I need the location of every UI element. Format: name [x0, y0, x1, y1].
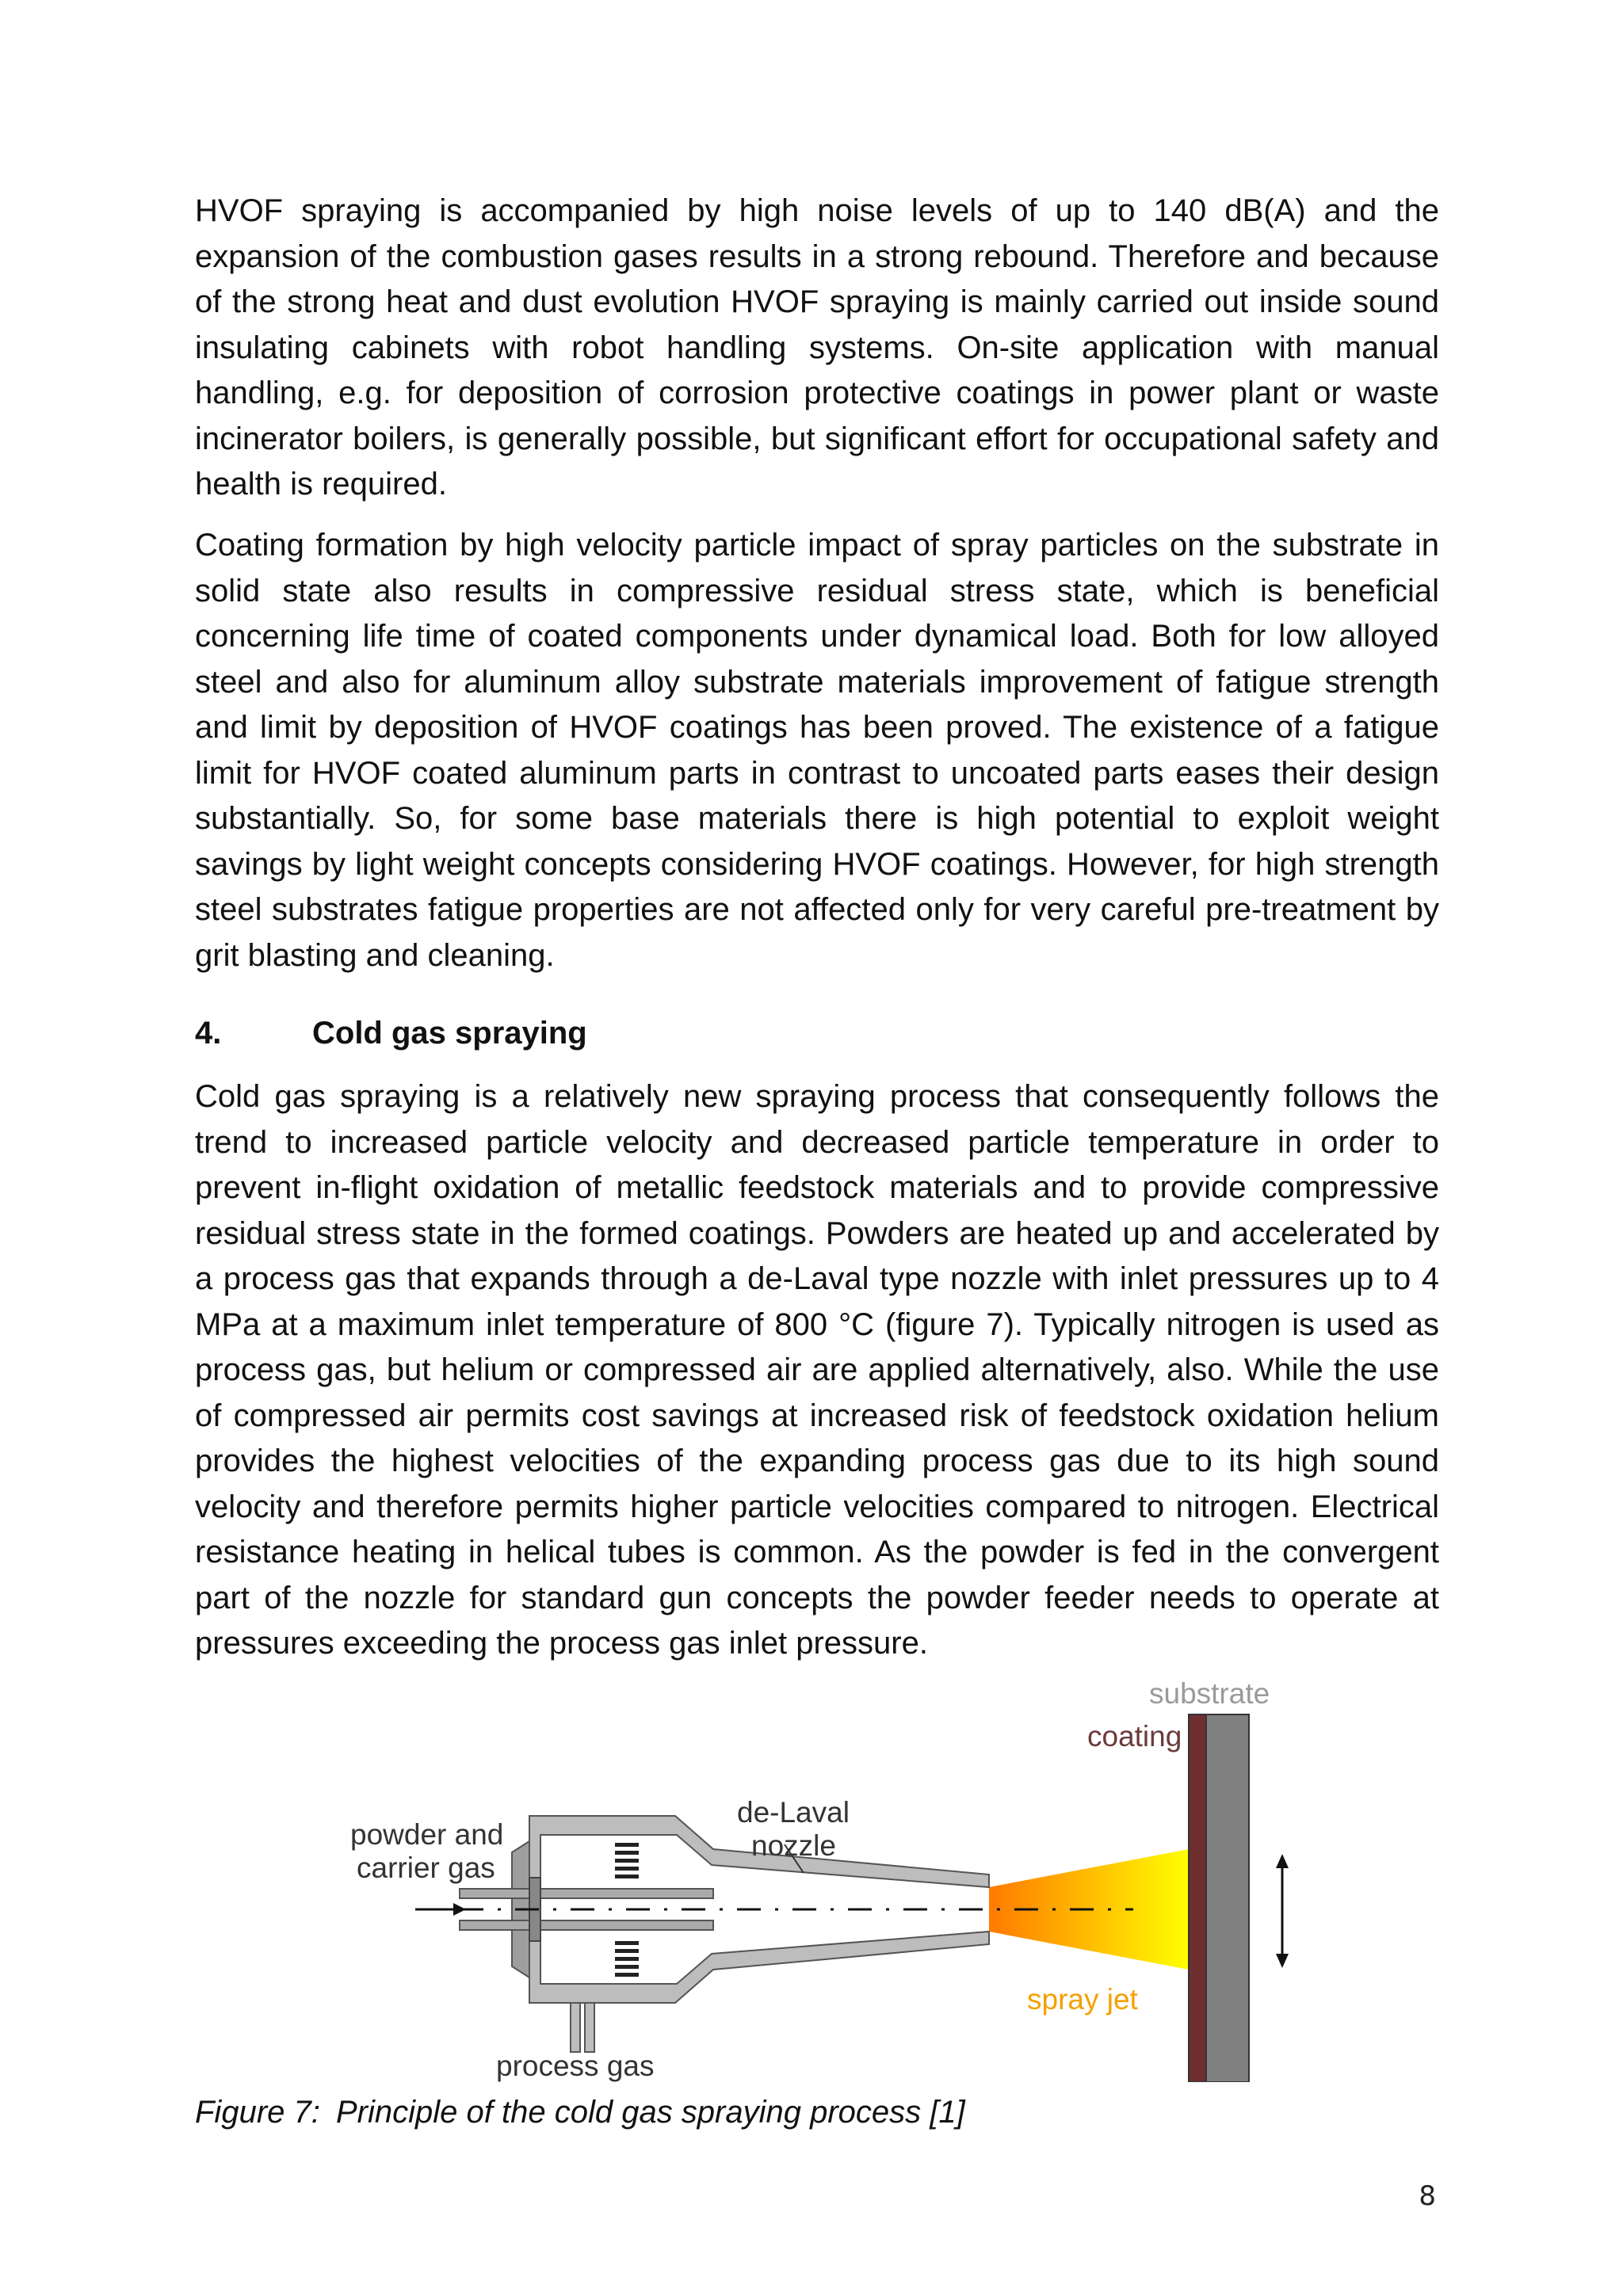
spray-gun-body-lower: [529, 1932, 989, 2003]
heater-coil-lower: [615, 1941, 639, 1977]
label-nozzle-line2: nozzle: [751, 1829, 836, 1862]
section-title: Cold gas spraying: [312, 1016, 587, 1051]
figure-caption: [195, 2090, 1439, 2136]
figure-cold-gas-spraying-diagram: [333, 1670, 1316, 2082]
powder-feed-arrowhead: [453, 1903, 466, 1916]
label-spray-jet: spray jet: [1027, 1983, 1138, 2016]
label-coating: coating: [1087, 1720, 1182, 1753]
paragraph-cold-gas-spraying: Cold gas spraying is a relatively new spraying process that consequently follows the trend to increased particle velocity and decreased particle temperature in order to prevent in-flight oxidation of metallic feedstock materials and to provide compressive residual stress state in the formed coatings. Powders are heated up and accelerated by a process gas that expands through a de-Laval type nozzle with inlet pressures up to 4 MPa at a maximum inlet temperature of 800 °C (figure 7). Typically nitrogen is used as process gas, but helium or compressed air are applied alternatively, also. While the use of compressed air permits cost savings at increased risk of feedstock oxidation helium provides the highest velocities of the expanding process gas due to its high sound velocity and therefore permits higher particle velocities compared to nitrogen. Electrical resistance heating in helical tubes is common. As the powder is fed in the convergent part of the nozzle for standard gun concepts the powder feeder needs to operate at pressures exceeding the process gas inlet pressure.: [195, 1079, 1439, 1661]
motion-arrowhead-down: [1276, 1954, 1289, 1968]
process-gas-inlet-pipe-2: [585, 2003, 594, 2052]
substrate-plate: [1206, 1714, 1249, 2082]
heater-coil-upper: [615, 1843, 639, 1878]
section-number: 4.: [195, 1016, 222, 1051]
label-powder-line1: powder and: [350, 1818, 504, 1851]
label-process-gas: process gas: [496, 2050, 655, 2082]
powder-injector-tube: [460, 1889, 713, 1898]
process-gas-inlet-pipe: [571, 2003, 580, 2052]
label-substrate: substrate: [1149, 1677, 1270, 1710]
coating-layer: [1189, 1714, 1206, 2082]
paragraph-hvof-noise: HVOF spraying is accompanied by high noise levels of up to 140 dB(A) and the expansion of the combustion gases results in a strong rebound. Therefore and because of the strong heat and dust evolution HVOF spraying is mainly carried out inside sound insulating cabinets with robot handling systems. On-site application with manual handling, e.g. for deposition of corrosion protective coatings in power plant or waste incinerator boilers, is generally possible, but significant effort for occupational safety and health is required.: [195, 193, 1439, 502]
figure-caption-number: Figure 7:: [195, 2095, 320, 2130]
label-powder-line2: carrier gas: [357, 1852, 495, 1884]
paragraph-coating-formation: Coating formation by high velocity particle impact of spray particles on the substrate in solid state also results in compressive residual stress state, which is beneficial concerning life time of coated components under dynamical load. Both for low alloyed steel and also for aluminum alloy substrate materials improvement of fatigue strength and limit by deposition of HVOF coatings has been proved. The existence of a fatigue limit for HVOF coated aluminum parts in contrast to uncoated parts eases their design substantially. So, for some base materials there is high potential to exploit weight savings by light weight concepts considering HVOF coatings. However, for high strength steel substrates fatigue properties are not affected only for very careful pre-treatment by grit blasting and cleaning.: [195, 528, 1439, 973]
label-nozzle-line1: de-Laval: [737, 1796, 850, 1829]
page-number: 8: [1419, 2180, 1436, 2212]
section-heading: [195, 1011, 1439, 1057]
motion-arrowhead-up: [1276, 1854, 1289, 1868]
powder-injector-tube-lower: [460, 1920, 713, 1930]
figure-caption-text: Principle of the cold gas spraying process [1]: [336, 2095, 965, 2130]
